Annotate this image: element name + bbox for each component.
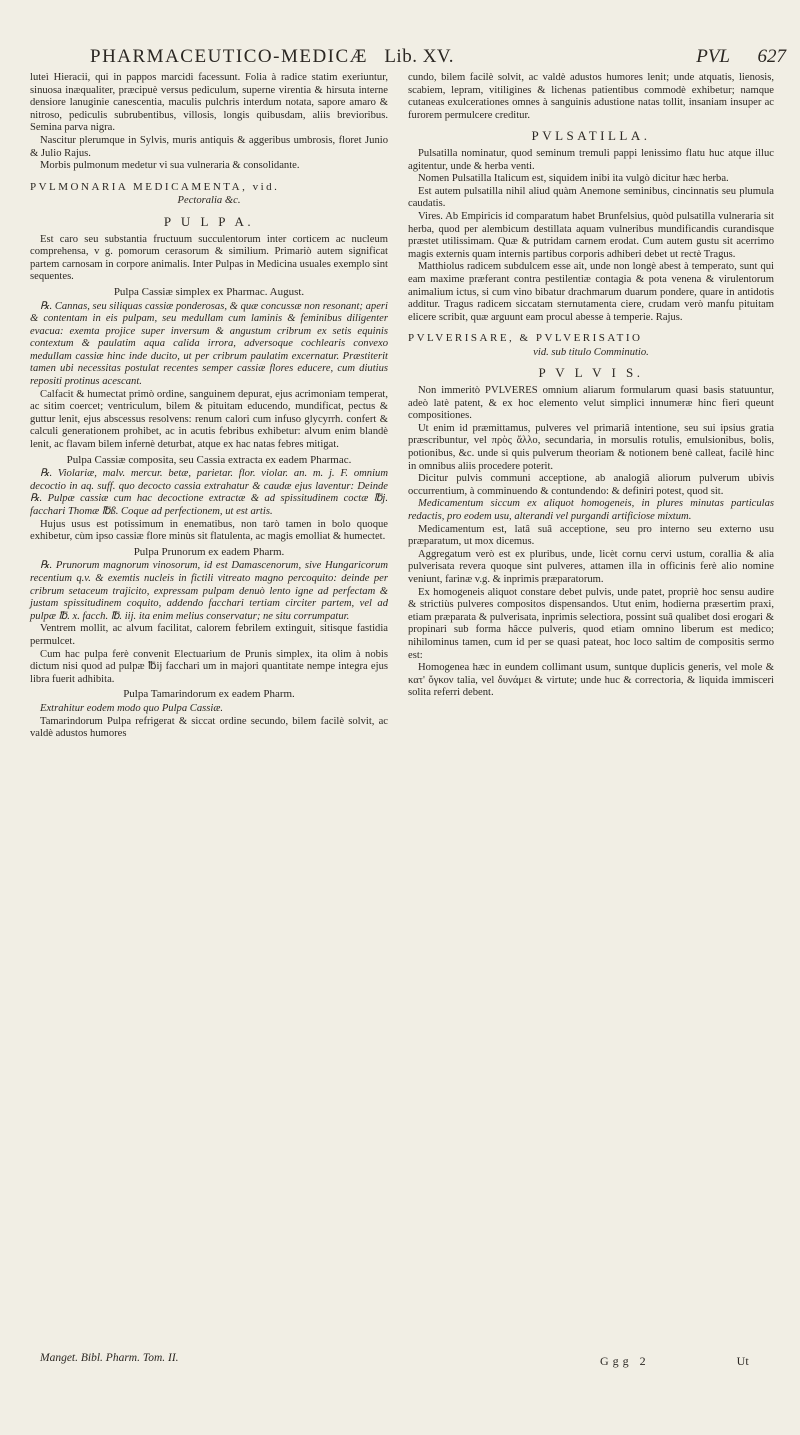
heading-pulpa: P U L P A.	[163, 213, 255, 229]
paragraph-hujus: Hujus usus est potissimum in enematibus, non tarò tamen in bolo quoque exhibetur, cùm ipso cassiæ flore minùs sit flatulenta, ac magis emolliat & humectet.	[30, 518, 388, 543]
paragraph-aggregatum: Aggregatum verò est ex pluribus, unde, licèt cornu cervi ustum, corallia & alia pulverisata revera quoque sint pulveres, attamen illa in officinis ferè alio nomine veniunt, farinæ v.g. & inprimis præparatorum.	[408, 548, 774, 585]
page-number: 627	[757, 46, 786, 67]
heading-pulmonaria: PVLMONARIA MEDICAMENTA, vid.	[30, 180, 280, 193]
running-head-signature: PVL	[696, 46, 730, 67]
paragraph-ut-enim: Ut enim id præmittamus, pulveres vel primariâ intentione, seu sui ipsius gratia præscribuntur, vel πρὸς ἄλλο, secundaria, in morsulis rotulis, emulsionibus, bolis, potionibus, &c. unde si quis pulverum theoriam & notionem benè calleat, facilè hinc in omnibus aliis procedere poterit.	[408, 422, 774, 472]
running-head-title: PHARMACEUTICO-MEDICÆ	[90, 46, 369, 67]
paragraph-medicamentum-est: Medicamentum est, latâ suâ acceptione, seu pro interno seu externo usu præparatum, ut mox dicemus.	[408, 523, 774, 548]
cross-reference-pectoralia: Pectoralia &c.	[177, 195, 241, 207]
subheading-prunorum: Pulpa Prunorum ex eadem Pharm.	[133, 545, 285, 558]
paragraph-calfacit: Calfacit & humectat primò ordine, sanguinem depurat, ejus acrimoniam temperat, ac sitim coercet; ventriculum, bilem & pituitam educendo, mundificat, pectus & guttur lenit, ejus abscessus resolvens: renum calori cum infuso glycyrrh. confert & calculi generationem prohibet, ac in acutis febribus exhibetur: alvum enim blandè lenit, ac flavam bilem infernè deturbat, atque ex hac natas febres mitigat.	[30, 388, 388, 451]
paragraph-electuarium: Cum hac pulpa ferè convenit Electuarium de Prunis simplex, ita olim à nobis dictum nisi quod ad pulpæ ℔ij facchari um in majori quantitate nempe integra ejus libra fuerit adhibita.	[30, 648, 388, 685]
paragraph-vires: Vires. Ab Empiricis id comparatum habet Brunfelsius, quòd pulsatilla vulneraria sit herba, quod per alembicum destillata aquam vulneribus mundificandis curandisque præstet utilissimam. Quæ & putridam carnem erodat. Cum autem gustu sit acerrimo magis externis quam internis partibus corporis adhiberi debet ut rectè Tragus.	[408, 210, 774, 260]
footer-catchword: Ut	[736, 1354, 749, 1368]
recipe-cassia: ℞. Cannas, seu siliquas cassiæ ponderosas, & quæ concussæ non resonant; aperi & contentam in eis pulpam, seu medullam cum laminis & feminibus diligenter evacua: exemta projice super inversum & angustum cribrum ex setis equinis contextum & paulatim aqua calida irrora, adversoque cochlearis convexo medullam cassiæ hinc inde ducito, ut per cribrum paulatim excernatur. Præstiterit tamen ubi necessitas postulat recentes semper cassiæ flores educere, cum diutius repositi protinus acescant.	[30, 300, 388, 388]
paragraph-intro: luteì Hieracii, qui in pappos marcidi facessunt. Folia à radice statim exeriuntur, sinuosa inæqualiter, præcipuè versus pediculum, superne virentia & hirsuta interne densiore lanuginie canescentia, maculis pulchris interdum notata, sapore amaro & nitroso, pediculis subrubentibus, villosis, longis quibusdam, aliis brevioribus. Semina parva nigra.	[30, 72, 388, 134]
paragraph-continuation: cundo, bilem facilè solvit, ac valdè adustos humores lenit; unde atquatis, lienosis, scabiem, lepram, vitiligines & lichenas patientibus commodè exhibetur; namque cutaneas exulcerationes omnes à sanguinis adustione natas tollit, insaniam insuper ac furorem permulcere creditur.	[408, 72, 774, 121]
running-head	[90, 46, 790, 68]
paragraph-definition: Est caro seu substantia fructuum succulentorum inter corticem ac nucleum comprehensa, v g. pomorum cerasorum & similium. Primariò autem significat partem carnosam in corpore animalis. Inter Pulpas in Medicina usuales exemplo sint sequentes.	[30, 233, 388, 283]
paragraph-morbis: Morbis pulmonum medetur vi sua vulneraria & consolidante.	[40, 160, 300, 172]
recipe-prunorum: ℞. Prunorum magnorum vinosorum, id est Damascenorum, sive Hungaricorum recentium q.v. & exemtis nucleis in fictili vitreato magno percoquito: deinde per cribrum setaceum trajicito, expressam pulpam denuò lento igne ad perfectam & justam spissitudinem coquito, addendo facchari tertiam circiter partem, vel ad pulpæ ℔. x. facch. ℔. iij. ita enim melius conservatur; ne situ corrumpatur.	[30, 560, 388, 622]
heading-pulverisare: PVLVERISARE, & PVLVERISATIO	[408, 332, 643, 345]
paragraph-dicitur: Dicitur pulvis communi acceptione, ab analogiâ aliorum pulverum ubivis occurrentium, à comminuendo & contundendo: & definiri potest, quod sit.	[408, 473, 774, 497]
paragraph-tamarind: Tamarindorum Pulpa refrigerat & siccat ordine secundo, bilem facilè solvit, ac valdè adustos humores	[30, 715, 388, 740]
paragraph-pulveres: Non immeritò PVLVERES omnium aliarum formularum quasi basis statuuntur, adeò latè patent, & ex hoc elemento velut simplici innumeræ hinc fieri queunt compositiones.	[408, 385, 774, 422]
paragraph-matthiolus: Matthiolus radicem subdulcem esse ait, unde non longè abest à temperato, sunt qui eam maxime præferant contra pestilentiæ contagia & pota venena & virulentorum animalium ictus, si cum vino bibatur drachmarum duarum pondere, quare in antidotis additur. Tragus radicem siccatam sternutamenta ciere, crudam verò manfu pituitam elicere scribit, quæ arguunt eam procul abesse à temperie. Rajus.	[408, 261, 774, 323]
paragraph-habitat: Nascitur plerumque in Sylvis, muris antiquis & aggeribus umbrosis, floret Junio & Julio Rajus.	[30, 134, 388, 159]
footer-signature-line	[600, 1354, 749, 1369]
paragraph-nomen: Nomen Pulsatilla Italicum est, siquidem inibi ita vulgò dicitur hæc herba.	[418, 173, 729, 185]
subheading-cassia-composita: Pulpa Cassiæ composita, seu Cassia extracta ex eadem Pharmac.	[66, 453, 352, 466]
paragraph-homogeneis: Ex homogeneis aliquot constare debet pulvis, unde patet, propriè hoc sensu audire & strictiùs pulveres compositos dispensandos. Utut enim, hodierna præsertim praxi, etiam præparata & pulverisata, inprimis selectiora, possint suâ qualibet dosi erogari & propinari sub forma hâcce pulveris, quod etiam omnino liberum est medico; nihilominus tamen, cum id per se quasi pateat, hoc loco saltim de compositis sermo est:	[408, 586, 774, 661]
footer-signature: Ggg 2	[600, 1354, 650, 1368]
cross-reference-comminutio: vid. sub titulo Comminutio.	[533, 346, 649, 358]
paragraph-extrahitur: Extrahitur eodem modo quo Pulpa Cassiæ.	[40, 702, 224, 714]
heading-pulvis: P V L V I S.	[538, 365, 644, 381]
running-head-book: Lib. XV.	[384, 46, 454, 67]
paragraph-pulsatilla: Pulsatilla nominatur, quod seminum tremuli pappi lenissimo flatu huc atque illuc agitentur, unde & herba venti.	[408, 147, 774, 172]
subheading-tamarindorum: Pulpa Tamarindorum ex eadem Pharm.	[123, 688, 295, 701]
left-column	[30, 72, 388, 741]
paragraph-ventrem: Ventrem mollit, ac alvum facilitat, calorem febrilem extinguit, sitisque fastidia permulcet.	[30, 623, 388, 647]
paragraph-anemone: Est autem pulsatilla nihil aliud quàm Anemone seminibus, cincinnatis seu plumula caudatis.	[408, 185, 774, 210]
recipe-violariae: ℞. Violariæ, malv. mercur. betæ, parietar. flor. violar. an. m. j. F. omnium decoctio in aq. suff. quo decocto cassia extrahatur & caudæ ejus laventur: Deinde ℞. Pulpæ cassiæ cum hac decoctione extractæ & ad spissitudinem coctæ ℔j. facchari Thomæ ℔ß. Coque ad perfectionem, ut est artis.	[30, 468, 388, 517]
paragraph-definition-medicamentum: Medicamentum siccum ex aliquot homogeneis, in plures minutas particulas redactis, pro eodem usu, alterandi vel purgandi artificiose mixtum.	[408, 498, 774, 522]
subheading-cassia-simplex: Pulpa Cassiæ simplex ex Pharmac. August.	[113, 285, 305, 298]
heading-pulsatilla: PVLSATILLA.	[531, 128, 651, 144]
footer-source: Manget. Bibl. Pharm. Tom. II.	[40, 1352, 179, 1364]
right-column	[408, 72, 774, 700]
paragraph-homogenea: Homogenea hæc in eundem collimant usum, suntque duplicis generis, vel mole & κατ' ὄγκον talia, vel δυνάμει & virtute; unde huc & correctoria, & liquida immisceri solita referri debent.	[408, 662, 774, 699]
